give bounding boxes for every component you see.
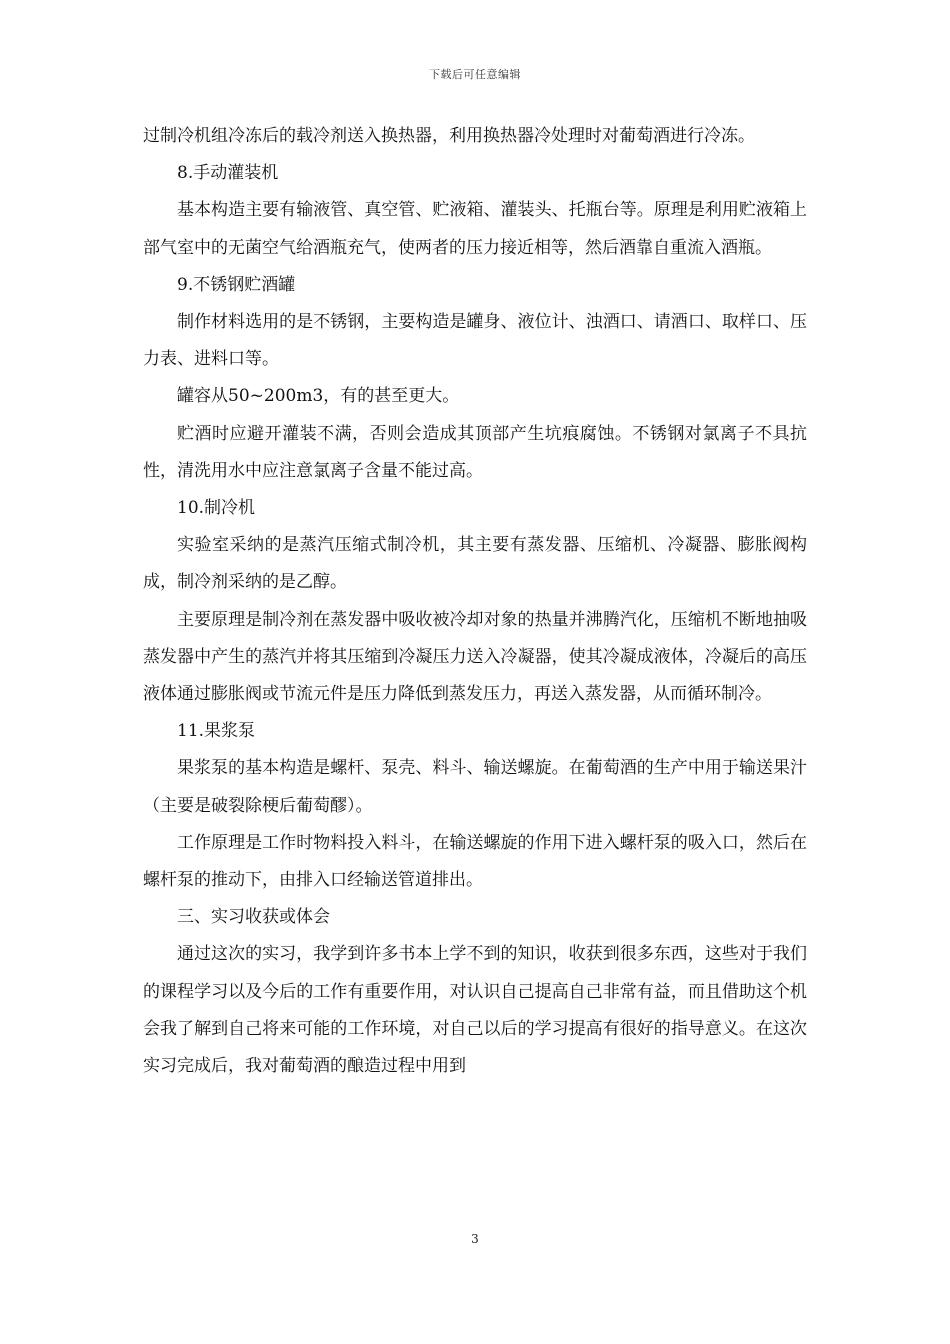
section-heading-pulp-pump: 11.果浆泵 xyxy=(177,721,256,742)
paragraph: 通过这次的实习，我学到许多书本上学不到的知识，收获到很多东西，这些对于我们的课程学习以及今后的工作有重要作用，对认识自己提高自己非常有益，而且借助这个机会我了解到自己将来可能的工作环境，对自己以后的学习提高有很好的指导意义。在这次实习完成后，我对葡萄酒的酿造过程中用到 xyxy=(143,944,807,1077)
page-header: 下载后可任意编辑 xyxy=(429,68,521,81)
paragraph: 罐容从50~200m3，有的甚至更大。 xyxy=(177,386,460,407)
document-body xyxy=(143,118,807,1085)
section-heading-manual-filler: 8.手动灌装机 xyxy=(177,163,279,184)
paragraph: 果浆泵的基本构造是螺杆、泵壳、料斗、输送螺旋。在葡萄酒的生产中用于输送果汁（主要是破裂除梗后葡萄醪）。 xyxy=(143,758,807,816)
paragraph-continuation: 过制冷机组冷冻后的载冷剂送入换热器，利用换热器冷处理时对葡萄酒进行冷冻。 xyxy=(143,126,755,146)
section-heading-refrigerator: 10.制冷机 xyxy=(177,498,256,519)
paragraph: 制作材料选用的是不锈钢，主要构造是罐身、液位计、浊酒口、请酒口、取样口、压力表、进料口等。 xyxy=(143,312,807,370)
paragraph: 主要原理是制冷剂在蒸发器中吸收被冷却对象的热量并沸腾汽化，压缩机不断地抽吸蒸发器中产生的蒸汽并将其压缩到冷凝压力送入冷凝器，使其冷凝成液体，冷凝后的高压液体通过膨胀阀或节流元件是压力降低到蒸发压力，再送入蒸发器，从而循环制冷。 xyxy=(143,609,807,705)
paragraph: 基本构造主要有输液管、真空管、贮液箱、灌装头、托瓶台等。原理是利用贮液箱上部气室中的无菌空气给酒瓶充气，使两者的压力接近相等，然后酒靠自重流入酒瓶。 xyxy=(143,200,807,258)
section-heading-reflections: 三、实习收获或体会 xyxy=(177,907,330,928)
page-number: 3 xyxy=(471,1232,479,1246)
paragraph: 贮酒时应避开灌装不满，否则会造成其顶部产生坑痕腐蚀。不锈钢对氯离子不具抗性，清洗用水中应注意氯离子含量不能过高。 xyxy=(143,423,807,481)
paragraph: 工作原理是工作时物料投入料斗，在输送螺旋的作用下进入螺杆泵的吸入口，然后在螺杆泵的推动下，由排入口经输送管道排出。 xyxy=(143,832,807,891)
paragraph: 实验室采纳的是蒸汽压缩式制冷机，其主要有蒸发器、压缩机、冷凝器、膨胀阀构成，制冷剂采纳的是乙醇。 xyxy=(143,535,807,593)
section-heading-steel-tank: 9.不锈钢贮酒罐 xyxy=(177,274,296,295)
